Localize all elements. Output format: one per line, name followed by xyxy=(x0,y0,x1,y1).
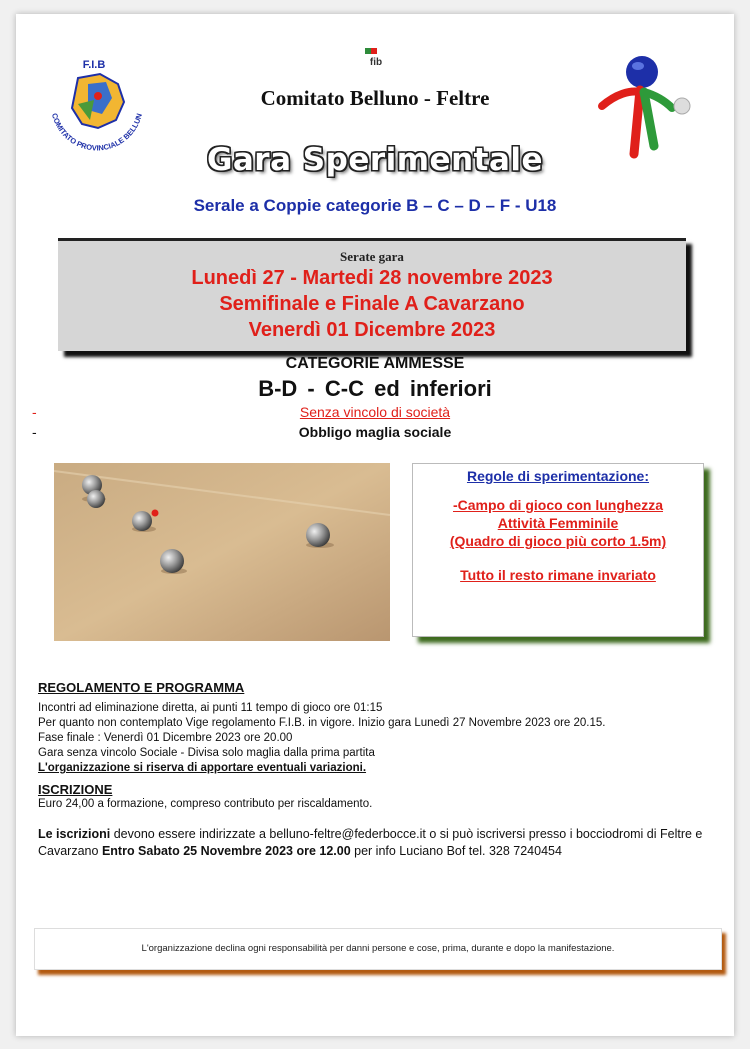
rules-line-4: Tutto il resto rimane invariato xyxy=(460,567,656,583)
fib-small-logo-icon xyxy=(362,46,390,68)
footer-disclaimer-box xyxy=(34,928,722,970)
registration-heading: ISCRIZIONE xyxy=(38,782,113,797)
no-bond-note: Senza vincolo di società xyxy=(299,404,451,420)
registration-section xyxy=(38,782,372,812)
rules-line-2: Attività Femminile xyxy=(497,515,619,531)
rules-box xyxy=(412,463,704,637)
fib-small-logo-text: fib xyxy=(369,57,383,68)
fib-logo-text: F.I.B xyxy=(82,59,106,71)
fib-ring-text: COMITATO PROVINCIALE BELLUN xyxy=(49,112,144,153)
dates-line-1: Lunedì 27 - Martedi 28 novembre 2023 xyxy=(191,267,553,289)
rules-line-3: (Quadro di gioco più corto 1.5m) xyxy=(449,533,667,549)
regulations-section xyxy=(38,680,606,776)
regulations-line: Gara senza vincolo Sociale - Divisa solo maglia dalla prima partita xyxy=(38,747,375,759)
dates-line-3: Venerdì 01 Dicembre 2023 xyxy=(248,319,496,341)
committee-name: Comitato Belluno - Feltre xyxy=(260,86,490,110)
regulations-heading: REGOLAMENTO E PROGRAMMA xyxy=(38,680,245,695)
regulations-line: Incontri ad eliminazione diretta, ai punti 11 tempo di gioco ore 01:15 xyxy=(38,702,383,714)
dates-box xyxy=(58,238,686,351)
categories-list: B-D - C-C ed inferiori xyxy=(258,376,492,401)
contact-paragraph xyxy=(38,826,728,860)
regulations-line: Fase finale : Venerdì 01 Dicembre 2023 ore 20.00 xyxy=(38,732,293,744)
dates-line-2: Semifinale e Finale A Cavarzano xyxy=(219,293,525,315)
regulations-notice: L'organizzazione si riserva di apportare eventuali variazioni. xyxy=(38,762,367,774)
bullet-marker: - xyxy=(32,404,37,420)
regulations-line: Per quanto non contemplato Vige regolamento F.I.B. in vigore. Inizio gara Lunedì 27 Novembre 2023 ore 20.15. xyxy=(38,717,606,729)
bocce-balls-photo-icon xyxy=(54,463,390,641)
contact-text-2: per info Luciano Bof tel. 328 7240454 xyxy=(350,844,562,858)
bullet-marker: - xyxy=(32,424,37,440)
dates-label: Serate gara xyxy=(340,249,404,264)
footer-disclaimer: L'organizzazione declina ogni responsabilità per danni persone e cose, prima, durante e dopo la manifestazione. xyxy=(141,943,615,954)
rules-line-1: -Campo di gioco con lunghezza xyxy=(453,497,663,513)
jersey-note: Obbligo maglia sociale xyxy=(298,424,452,440)
rules-title: Regole di sperimentazione: xyxy=(466,468,650,484)
contact-bold-start: Le iscrizioni xyxy=(38,827,111,841)
contact-deadline: Entro Sabato 25 Novembre 2023 ore 12.00 xyxy=(101,844,351,858)
categories-heading: CATEGORIE AMMESSE xyxy=(285,355,465,372)
event-subtitle: Serale a Coppie categorie B – C – D – F - U18 xyxy=(193,196,557,215)
page-title: Gara Sperimentale xyxy=(206,142,544,178)
contact-text-1: devono essere indirizzate a belluno-feltre@federbocce.it o si può iscriversi presso i bocciodromi di Feltre e Cavarzano xyxy=(38,827,703,858)
flyer-page xyxy=(16,14,734,1036)
registration-fee: Euro 24,00 a formazione, compreso contributo per riscaldamento. xyxy=(38,798,373,810)
